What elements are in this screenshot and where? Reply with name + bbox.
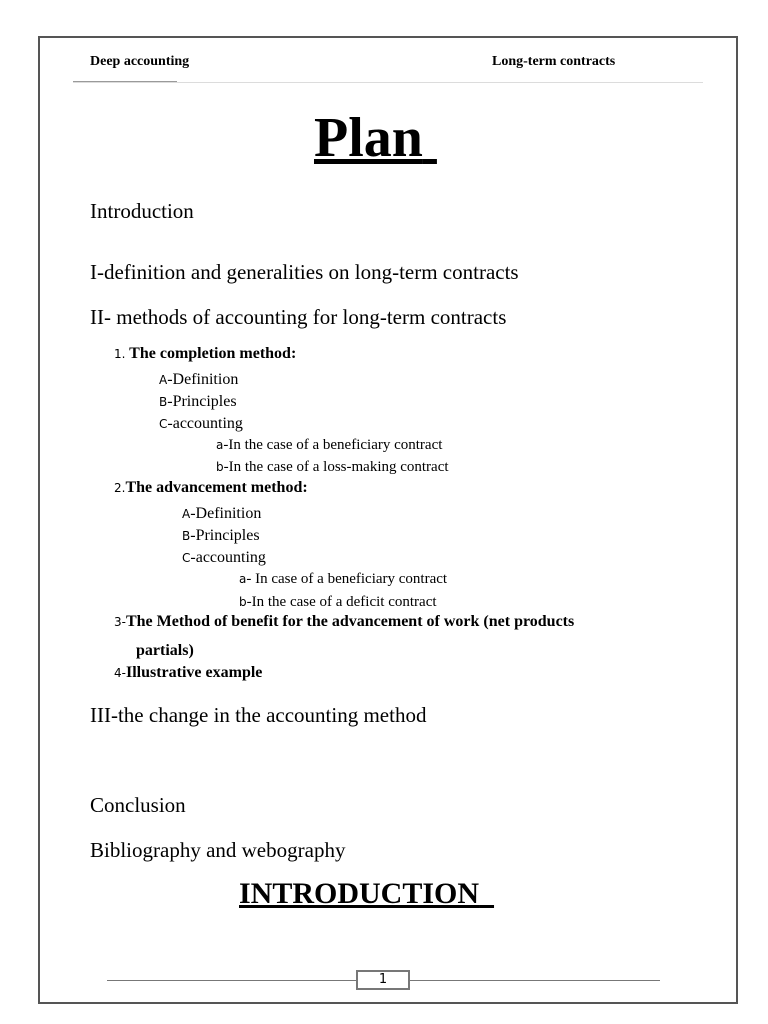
method-2-item-c-a: a- In case of a beneficiary contract — [239, 571, 448, 587]
method-1-item-a: A-Definition — [159, 371, 239, 388]
method-2-item-c-b: b-In the case of a deficit contract — [239, 594, 437, 610]
method-4-heading: 4-Illustrative example — [114, 664, 263, 681]
header-rule-accent — [73, 81, 177, 82]
footer-rule-right — [410, 980, 660, 981]
outline-bibliography: Bibliography and webography — [90, 838, 346, 862]
section-heading-introduction: INTRODUCTION — [239, 877, 480, 910]
header-left: Deep accounting — [90, 54, 190, 69]
method-1-item-b: B-Principles — [159, 393, 237, 410]
outline-part-1: I-definition and generalities on long-term contracts — [90, 260, 519, 284]
method-2-heading: 2.The advancement method: — [114, 479, 308, 496]
page-number: 1 — [356, 970, 410, 990]
outline-conclusion: Conclusion — [90, 793, 186, 817]
method-1-item-c: C-accounting — [159, 415, 243, 432]
header-rule — [73, 82, 703, 83]
footer-rule-left — [107, 980, 356, 981]
method-1-item-c-a: a-In the case of a beneficiary contract — [216, 437, 443, 453]
outline-part-2: II- methods of accounting for long-term contracts — [90, 305, 507, 329]
method-2-item-a: A-Definition — [182, 505, 262, 522]
method-2-item-c: C-accounting — [182, 549, 266, 566]
method-3-heading: 3-The Method of benefit for the advancement of work (net products — [114, 613, 575, 630]
outline-part-3: III-the change in the accounting method — [90, 703, 427, 727]
page-title: Plan — [314, 107, 423, 169]
outline-introduction: Introduction — [90, 199, 194, 223]
method-1-heading: 1. The completion method: — [114, 345, 297, 362]
method-2-item-b: B-Principles — [182, 527, 260, 544]
method-1-item-c-b: b-In the case of a loss-making contract — [216, 459, 449, 475]
method-3-heading-cont: partials) — [136, 642, 194, 659]
header-right: Long-term contracts — [492, 54, 616, 69]
